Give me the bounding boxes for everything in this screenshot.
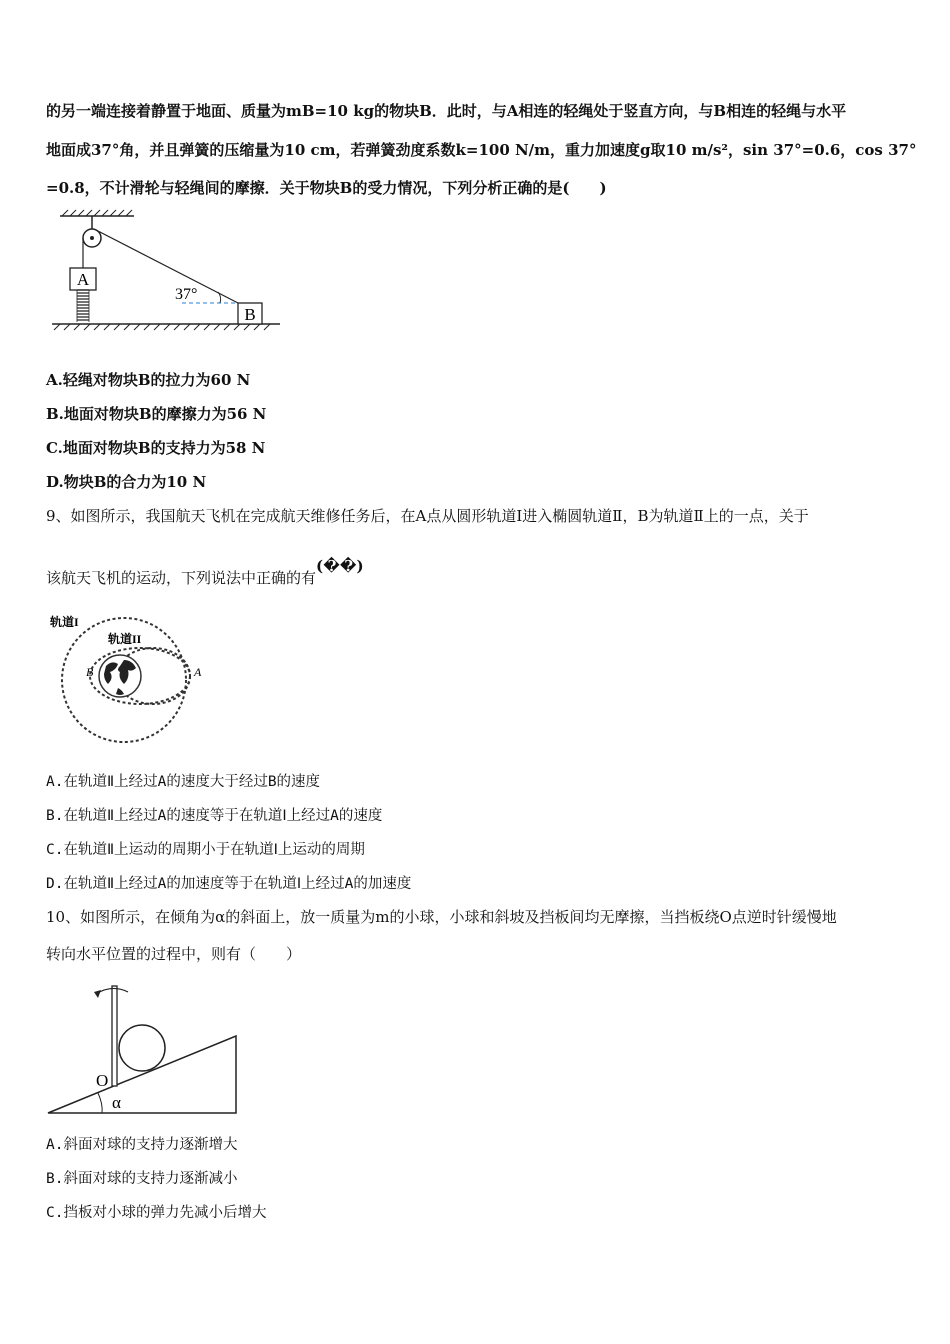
q9-line2 <box>46 557 364 588</box>
angle-label: 37° <box>175 286 198 303</box>
q8-option-d: D.物块B的合力为10 N <box>46 473 207 491</box>
q8-option-c: C.地面对物块B的支持力为58 N <box>46 439 266 457</box>
arrow-icon <box>94 990 101 998</box>
q9-line2-text: 该航天飞机的运动，下列说法中正确的有 <box>46 569 317 587</box>
orbit-2-label: 轨道II <box>108 632 142 646</box>
incline-ball-figure <box>46 976 246 1120</box>
q8-option-b: B.地面对物块B的摩擦力为56 N <box>46 405 267 423</box>
q9-option-d: D.在轨道Ⅱ上经过A的加速度等于在轨道Ⅰ上经过A的加速度 <box>46 876 412 892</box>
q8-line3: =0.8，不计滑轮与轻绳间的摩擦．关于物块B的受力情况，下列分析正确的是( ) <box>46 179 607 197</box>
q8-line2: 地面成37°角，并且弹簧的压缩量为10 cm，若弹簧劲度系数k=100 N/m，重力加速度g取10 m/s²，sin 37°=0.6，cos 37° <box>46 141 917 159</box>
q9-line1: 9、如图所示，我国航天飞机在完成航天维修任务后，在A点从圆形轨道Ⅰ进入椭圆轨道Ⅱ，B为轨道Ⅱ上的一点，关于 <box>46 507 809 525</box>
point-a-label: A <box>194 665 202 679</box>
q9-option-a: A.在轨道Ⅱ上经过A的速度大于经过B的速度 <box>46 774 321 790</box>
q9-option-b: B.在轨道Ⅱ上经过A的速度等于在轨道Ⅰ上经过A的速度 <box>46 808 383 824</box>
q10-option-c: C.挡板对小球的弹力先减小后增大 <box>46 1205 267 1221</box>
block-b-label: B <box>244 305 256 324</box>
q8-line1: 的另一端连接着静置于地面、质量为mB=10 kg的物块B．此时，与A相连的轻绳处于竖直方向，与B相连的轻绳与水平 <box>46 102 847 120</box>
pulley-spring-figure <box>48 208 288 336</box>
q10-option-a: A.斜面对球的支持力逐渐增大 <box>46 1137 238 1153</box>
pivot-o-label: O <box>96 1071 109 1090</box>
point-b-label: B <box>86 665 94 679</box>
orbit-figure <box>48 610 208 750</box>
q9-option-c: C.在轨道Ⅱ上运动的周期小于在轨道Ⅰ上运动的周期 <box>46 842 365 858</box>
q10-line2: 转向水平位置的过程中，则有（ ） <box>46 945 302 963</box>
angle-alpha-label: α <box>112 1093 121 1112</box>
q10-line1: 10、如图所示，在倾角为α的斜面上，放一质量为m的小球，小球和斜坡及挡板间均无摩擦，当挡板绕O点逆时针缓慢地 <box>46 908 837 926</box>
block-a-label: A <box>76 270 90 289</box>
q8-option-a: A.轻绳对物块B的拉力为60 N <box>46 371 251 389</box>
q9-line2-tail: (��) <box>316 557 364 575</box>
q10-option-b: B.斜面对球的支持力逐渐减小 <box>46 1171 238 1187</box>
orbit-1-label: 轨道I <box>50 615 79 629</box>
